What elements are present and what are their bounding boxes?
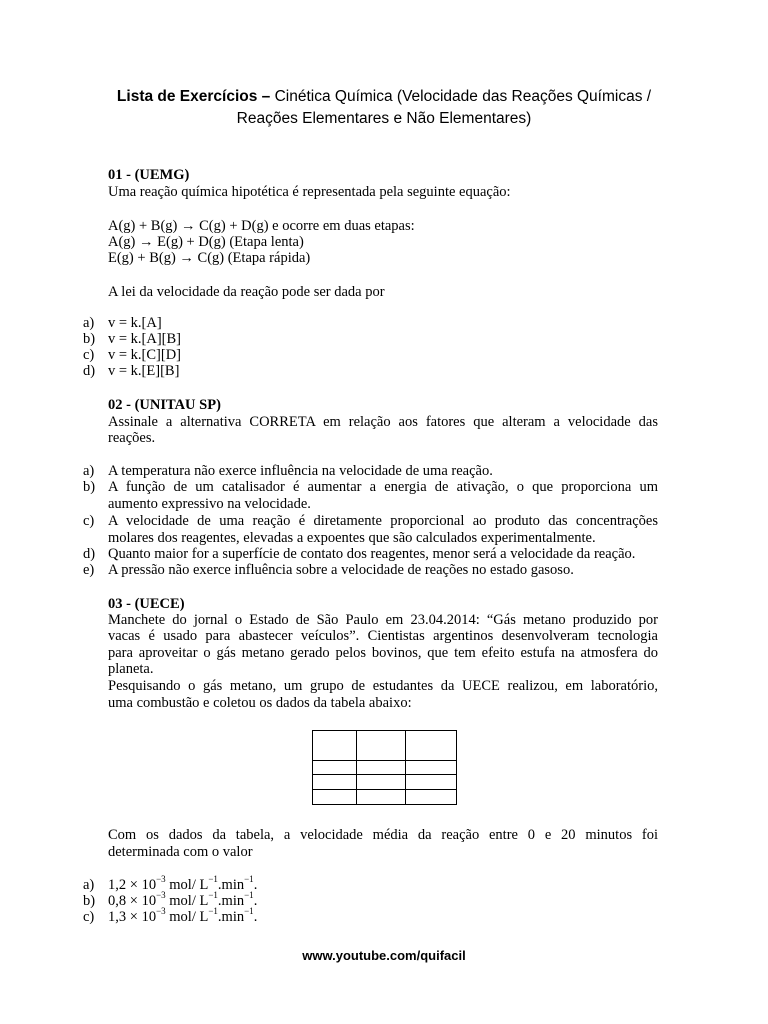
- exponent: −1: [208, 906, 218, 917]
- q3-para2-line2: uma combustão e coletou os dados da tabela abaixo:: [108, 695, 412, 711]
- q2-header: 02 - (UNITAU SP): [108, 397, 221, 413]
- q1-intro: Uma reação química hipotética é representada pela seguinte equação:: [108, 184, 511, 200]
- exponent: −1: [244, 906, 254, 917]
- table-cell: [357, 775, 406, 790]
- table-row: [313, 775, 457, 790]
- table-cell: [313, 775, 357, 790]
- unit: .min: [217, 877, 245, 893]
- table-cell: [357, 790, 406, 805]
- title-bold: Lista de Exercícios –: [116, 88, 271, 105]
- title-rest: Cinética Química (Velocidade das Reações Químicas /: [274, 88, 652, 105]
- base: 10: [141, 893, 157, 909]
- q2-option-d-letter: d): [83, 546, 96, 562]
- times-sign: ×: [129, 877, 138, 893]
- table-cell: [313, 731, 357, 761]
- unit: mol/ L: [169, 909, 209, 925]
- q1-step-slow: A(g) → E(g) + D(g) (Etapa lenta): [108, 234, 304, 250]
- q2-option-c: [108, 513, 658, 546]
- times-sign: ×: [129, 909, 138, 925]
- base: 10: [141, 909, 157, 925]
- q3-after-line2: determinada com o valor: [108, 844, 253, 860]
- q2-option-d: Quanto maior for a superfície de contato dos reagentes, menor será a velocidade da reação.: [108, 546, 636, 562]
- q3-option-b-letter: b): [83, 893, 96, 909]
- q3-header: 03 - (UECE): [108, 596, 185, 612]
- q3-option-a-letter: a): [83, 877, 95, 893]
- exponent: −3: [156, 906, 166, 917]
- q1-option-c-letter: c): [83, 347, 95, 363]
- period: .: [253, 877, 258, 893]
- q3-para2-line1: Pesquisando o gás metano, um grupo de estudantes da UECE realizou, em laboratório,: [108, 678, 658, 694]
- q1-prompt: A lei da velocidade da reação pode ser dada por: [108, 284, 385, 300]
- q3-para1-line1: Manchete do jornal o Estado de São Paulo em 23.04.2014: “Gás metano produzido por: [108, 612, 658, 628]
- q2-option-b-line2: aumento expressivo na velocidade.: [108, 495, 311, 512]
- period: .: [253, 909, 258, 925]
- table-cell: [406, 761, 457, 775]
- table-cell: [357, 731, 406, 761]
- q2-option-e-letter: e): [83, 562, 95, 578]
- exponent: −1: [208, 874, 218, 885]
- table-cell: [406, 731, 457, 761]
- table-row: [313, 731, 457, 761]
- q1-option-b: v = k.[A][B]: [108, 331, 182, 347]
- q2-option-b: [108, 479, 658, 512]
- table-cell: [406, 790, 457, 805]
- table-cell: [406, 775, 457, 790]
- q3-para1-line3: para aproveitar o gás metano gerado pelos bovinos, que tem efeito estufa na atmosfera do: [108, 645, 658, 661]
- q1-option-a-letter: a): [83, 315, 95, 331]
- q1-option-b-letter: b): [83, 331, 96, 347]
- table-cell: [313, 790, 357, 805]
- q1-option-c: v = k.[C][D]: [108, 347, 182, 363]
- unit: mol/ L: [169, 877, 209, 893]
- q3-para1-line2: vacas é usado para abastecer veículos”. Cientistas argentinos desenvolveram tecnologia: [108, 628, 658, 644]
- coef: 1,2: [108, 877, 127, 893]
- base: 10: [141, 877, 157, 893]
- q2-option-b-letter: b): [83, 479, 96, 495]
- document-title: [0, 86, 768, 108]
- exponent: −3: [156, 890, 166, 901]
- q1-option-d: v = k.[E][B]: [108, 363, 180, 379]
- q2-option-e: A pressão não exerce influência sobre a velocidade de reações no estado gasoso.: [108, 562, 574, 578]
- q3-option-b: [108, 890, 258, 910]
- coef: 0,8: [108, 893, 127, 909]
- unit: mol/ L: [169, 893, 209, 909]
- q3-option-c: [108, 906, 258, 926]
- document-title-line2: Reações Elementares e Não Elementares): [236, 110, 532, 127]
- exponent: −1: [244, 890, 254, 901]
- table-cell: [313, 761, 357, 775]
- period: .: [253, 893, 258, 909]
- table-row: [313, 790, 457, 805]
- q2-option-a-letter: a): [83, 463, 95, 479]
- exponent: −3: [156, 874, 166, 885]
- exponent: −1: [244, 874, 254, 885]
- exponent: −1: [208, 890, 218, 901]
- unit: .min: [217, 893, 245, 909]
- q1-step-fast: E(g) + B(g) → C(g) (Etapa rápida): [108, 250, 311, 266]
- q2-stem-line2: reações.: [108, 430, 156, 446]
- unit: .min: [217, 909, 245, 925]
- times-sign: ×: [129, 893, 138, 909]
- q3-para1-line4: planeta.: [108, 661, 154, 677]
- table-row: [313, 761, 457, 775]
- q2-option-a: A temperatura não exerce influência na velocidade de uma reação.: [108, 463, 493, 479]
- q3-after-line1: Com os dados da tabela, a velocidade média da reação entre 0 e 20 minutos foi: [108, 827, 658, 843]
- q2-stem-line1: Assinale a alternativa CORRETA em relação aos fatores que alteram a velocidade das: [108, 414, 658, 430]
- coef: 1,3: [108, 909, 127, 925]
- q1-option-a: v = k.[A]: [108, 315, 162, 331]
- footer-link[interactable]: www.youtube.com/quifacil: [302, 948, 466, 963]
- table-cell: [357, 761, 406, 775]
- q2-option-b-line1: A função de um catalisador é aumentar a energia de ativação, o que proporciona um: [108, 479, 658, 495]
- q2-option-c-line2: molares dos reagentes, elevadas a expoentes que são calculados experimentalmente.: [108, 529, 596, 546]
- q1-header: 01 - (UEMG): [108, 167, 190, 183]
- q1-equation: A(g) + B(g) → C(g) + D(g) e ocorre em duas etapas:: [108, 218, 415, 234]
- q3-option-a: [108, 874, 258, 894]
- q1-option-d-letter: d): [83, 363, 96, 379]
- q3-data-table: [312, 730, 457, 805]
- q2-option-c-line1: A velocidade de uma reação é diretamente proporcional ao produto das concentrações: [108, 513, 658, 529]
- q3-option-c-letter: c): [83, 909, 95, 925]
- q2-option-c-letter: c): [83, 513, 95, 529]
